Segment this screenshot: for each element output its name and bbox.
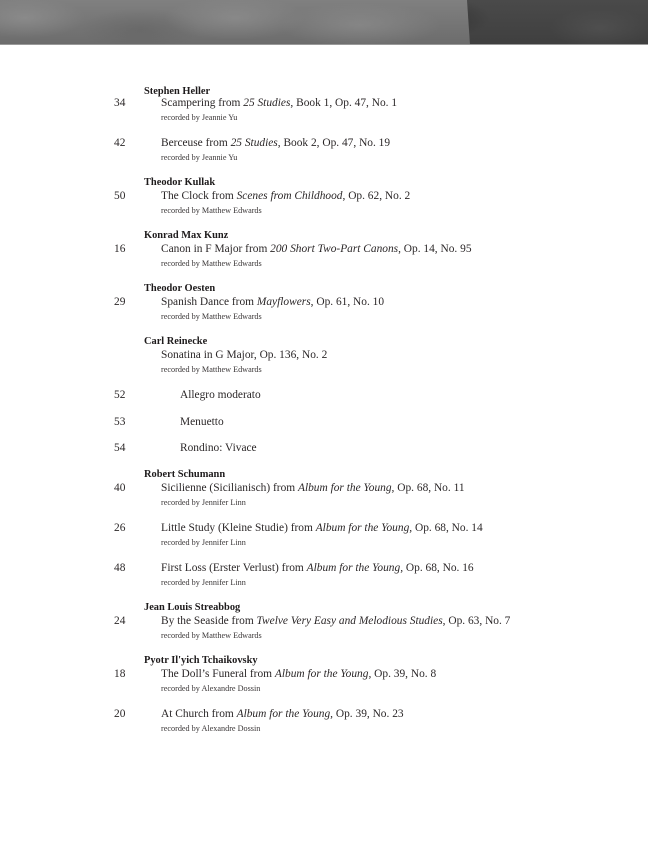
- collection-title: Scenes from Childhood: [236, 190, 343, 202]
- page-number: 50: [114, 190, 126, 202]
- recording-credit: recorded by Matthew Edwards: [161, 206, 262, 215]
- page-number: 48: [114, 562, 126, 574]
- composer-heading: Theodor Oesten: [144, 283, 216, 294]
- collection-title: Album for the Young,: [236, 708, 334, 720]
- piece-title[interactable]: [161, 482, 465, 494]
- title-text: Op. 39, No. 23: [333, 708, 404, 720]
- page-number: 29: [114, 296, 126, 308]
- title-text: Scampering from: [161, 97, 244, 109]
- title-text: Op. 68, No. 11: [394, 482, 465, 494]
- piece-title[interactable]: [161, 296, 384, 308]
- title-text: Op. 68, No. 14: [412, 522, 483, 534]
- collection-title: 200 Short Two-Part Canons: [270, 243, 399, 255]
- recording-credit: recorded by Alexandre Dossin: [161, 684, 261, 693]
- composer-heading: Pyotr Il'yich Tchaikovsky: [144, 655, 258, 666]
- composer-heading: Jean Louis Streabbog: [144, 602, 241, 613]
- recording-credit: recorded by Jeannie Yu: [161, 153, 238, 162]
- page-number: 34: [114, 97, 126, 109]
- piece-title[interactable]: [161, 97, 397, 109]
- page-number: 42: [114, 137, 126, 149]
- composer-heading: Konrad Max Kunz: [144, 230, 229, 241]
- recording-credit: recorded by Matthew Edwards: [161, 365, 262, 374]
- composer-heading: Robert Schumann: [144, 469, 226, 480]
- recording-credit: recorded by Alexandre Dossin: [161, 724, 261, 733]
- title-text: At Church from: [161, 708, 237, 720]
- title-text: , Book 1, Op. 47, No. 1: [290, 97, 398, 109]
- title-text: The Clock from: [161, 190, 237, 202]
- title-text: Canon in F Major from: [161, 243, 271, 255]
- collection-title: Album for the Young,: [274, 668, 372, 680]
- title-text: Spanish Dance from: [161, 296, 257, 308]
- title-text: , Op. 62, No. 2: [342, 190, 411, 202]
- header-divider: [0, 44, 648, 45]
- movement-title[interactable]: [180, 416, 224, 428]
- recording-credit: recorded by Jennifer Linn: [161, 498, 246, 507]
- piece-title[interactable]: [161, 615, 510, 627]
- page-number: 18: [114, 668, 126, 680]
- composer-heading: Theodor Kullak: [144, 177, 216, 188]
- collection-title: Album for the Young,: [297, 482, 395, 494]
- recording-credit: recorded by Jennifer Linn: [161, 538, 246, 547]
- movement-title[interactable]: [180, 389, 261, 401]
- piece-title[interactable]: [161, 137, 390, 149]
- piece-title[interactable]: [161, 349, 327, 361]
- page-number: 53: [114, 416, 126, 428]
- composer-heading: Carl Reinecke: [144, 336, 208, 347]
- collection-title: 25 Studies: [243, 97, 291, 109]
- title-text: Menuetto: [180, 416, 224, 428]
- piece-title[interactable]: [161, 562, 474, 574]
- title-text: First Loss (Erster Verlust) from: [161, 562, 307, 574]
- title-text: , Op. 14, No. 95: [398, 243, 472, 255]
- recording-credit: recorded by Matthew Edwards: [161, 631, 262, 640]
- collection-title: Twelve Very Easy and Melodious Studies: [256, 615, 443, 627]
- title-text: Op. 68, No. 16: [403, 562, 474, 574]
- title-text: , Op. 61, No. 10: [310, 296, 385, 308]
- page-number: 16: [114, 243, 126, 255]
- title-text: The Doll’s Funeral from: [161, 668, 275, 680]
- movement-title[interactable]: [180, 442, 257, 454]
- title-text: Rondino: Vivace: [180, 442, 257, 454]
- page-number: 40: [114, 482, 126, 494]
- title-text: Sonatina in G Major, Op. 136, No. 2: [161, 349, 328, 361]
- page-number: 26: [114, 522, 126, 534]
- piece-title[interactable]: [161, 190, 410, 202]
- title-text: Allegro moderato: [180, 389, 261, 401]
- piece-title[interactable]: [161, 708, 404, 720]
- piece-title[interactable]: [161, 243, 472, 255]
- collection-title: Mayflowers: [256, 296, 311, 308]
- recording-credit: recorded by Matthew Edwards: [161, 259, 262, 268]
- collection-title: Album for the Young,: [306, 562, 404, 574]
- collection-title: 25 Studies: [230, 137, 278, 149]
- page-number: 52: [114, 389, 126, 401]
- title-text: , Op. 63, No. 7: [442, 615, 511, 627]
- page-number: 24: [114, 615, 126, 627]
- title-text: , Book 2, Op. 47, No. 19: [277, 137, 391, 149]
- page-number: 54: [114, 442, 126, 454]
- title-text: Berceuse from: [161, 137, 231, 149]
- page-number: 20: [114, 708, 126, 720]
- composer-heading: Stephen Heller: [144, 86, 211, 97]
- piece-title[interactable]: [161, 668, 436, 680]
- title-text: Sicilienne (Sicilianisch) from: [161, 482, 298, 494]
- recording-credit: recorded by Jeannie Yu: [161, 113, 238, 122]
- recording-credit: recorded by Matthew Edwards: [161, 312, 262, 321]
- piece-title[interactable]: [161, 522, 483, 534]
- title-text: Op. 39, No. 8: [371, 668, 437, 680]
- recording-credit: recorded by Jennifer Linn: [161, 578, 246, 587]
- collection-title: Album for the Young,: [315, 522, 413, 534]
- title-text: By the Seaside from: [161, 615, 257, 627]
- title-text: Little Study (Kleine Studie) from: [161, 522, 316, 534]
